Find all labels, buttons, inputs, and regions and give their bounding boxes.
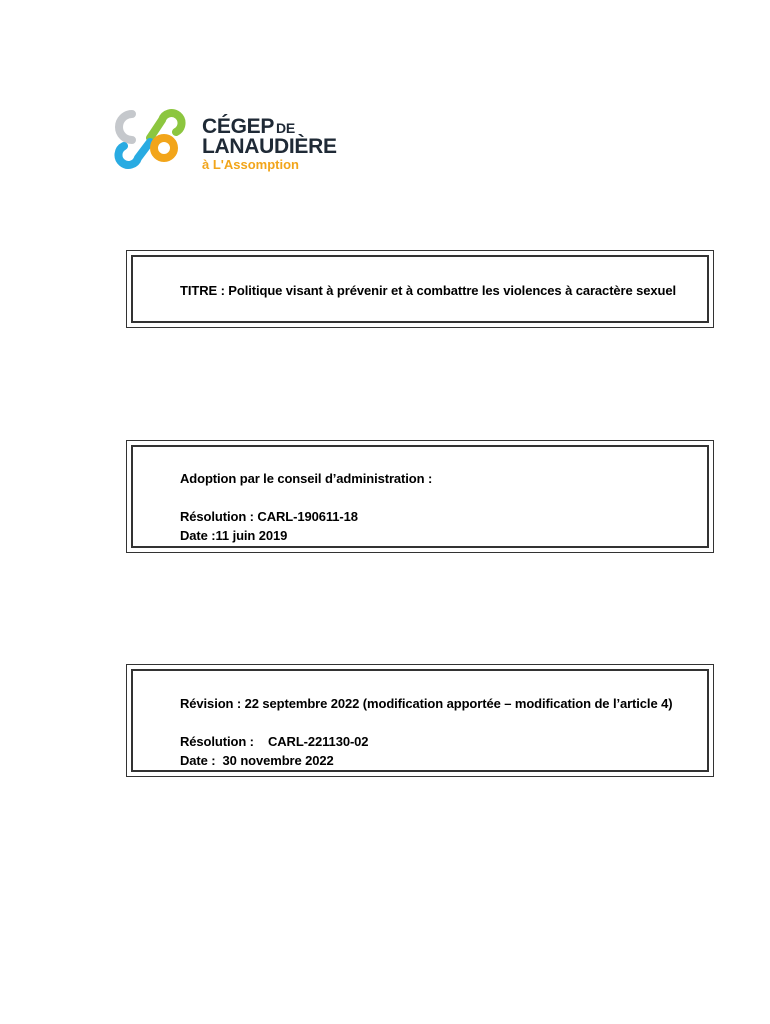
title-box bbox=[126, 250, 714, 328]
revision-resolution: Résolution : CARL-221130-02 bbox=[180, 734, 369, 749]
revision-date: Date : 30 novembre 2022 bbox=[180, 753, 334, 768]
adoption-heading: Adoption par le conseil d’administration : bbox=[180, 471, 433, 486]
adoption-box bbox=[126, 440, 714, 553]
policy-title: TITRE : Politique visant à prévenir et à combattre les violences à caractère sexuel bbox=[180, 283, 677, 298]
cegep-logo-mark-icon bbox=[110, 108, 190, 172]
cegep-logo bbox=[110, 106, 360, 176]
adoption-date: Date :11 juin 2019 bbox=[180, 528, 288, 543]
logo-name-de: DE bbox=[276, 120, 295, 136]
logo-name-line1: CÉGEP bbox=[202, 115, 275, 138]
logo-name-line2: LANAUDIÈRE bbox=[202, 135, 337, 158]
revision-heading: Révision : 22 septembre 2022 (modification apportée – modification de l’article 4) bbox=[180, 696, 673, 711]
cegep-logo-wordmark bbox=[202, 116, 337, 171]
adoption-resolution: Résolution : CARL-190611-18 bbox=[180, 509, 358, 524]
logo-name-line3: à L'Assomption bbox=[202, 157, 299, 172]
revision-box bbox=[126, 664, 714, 777]
